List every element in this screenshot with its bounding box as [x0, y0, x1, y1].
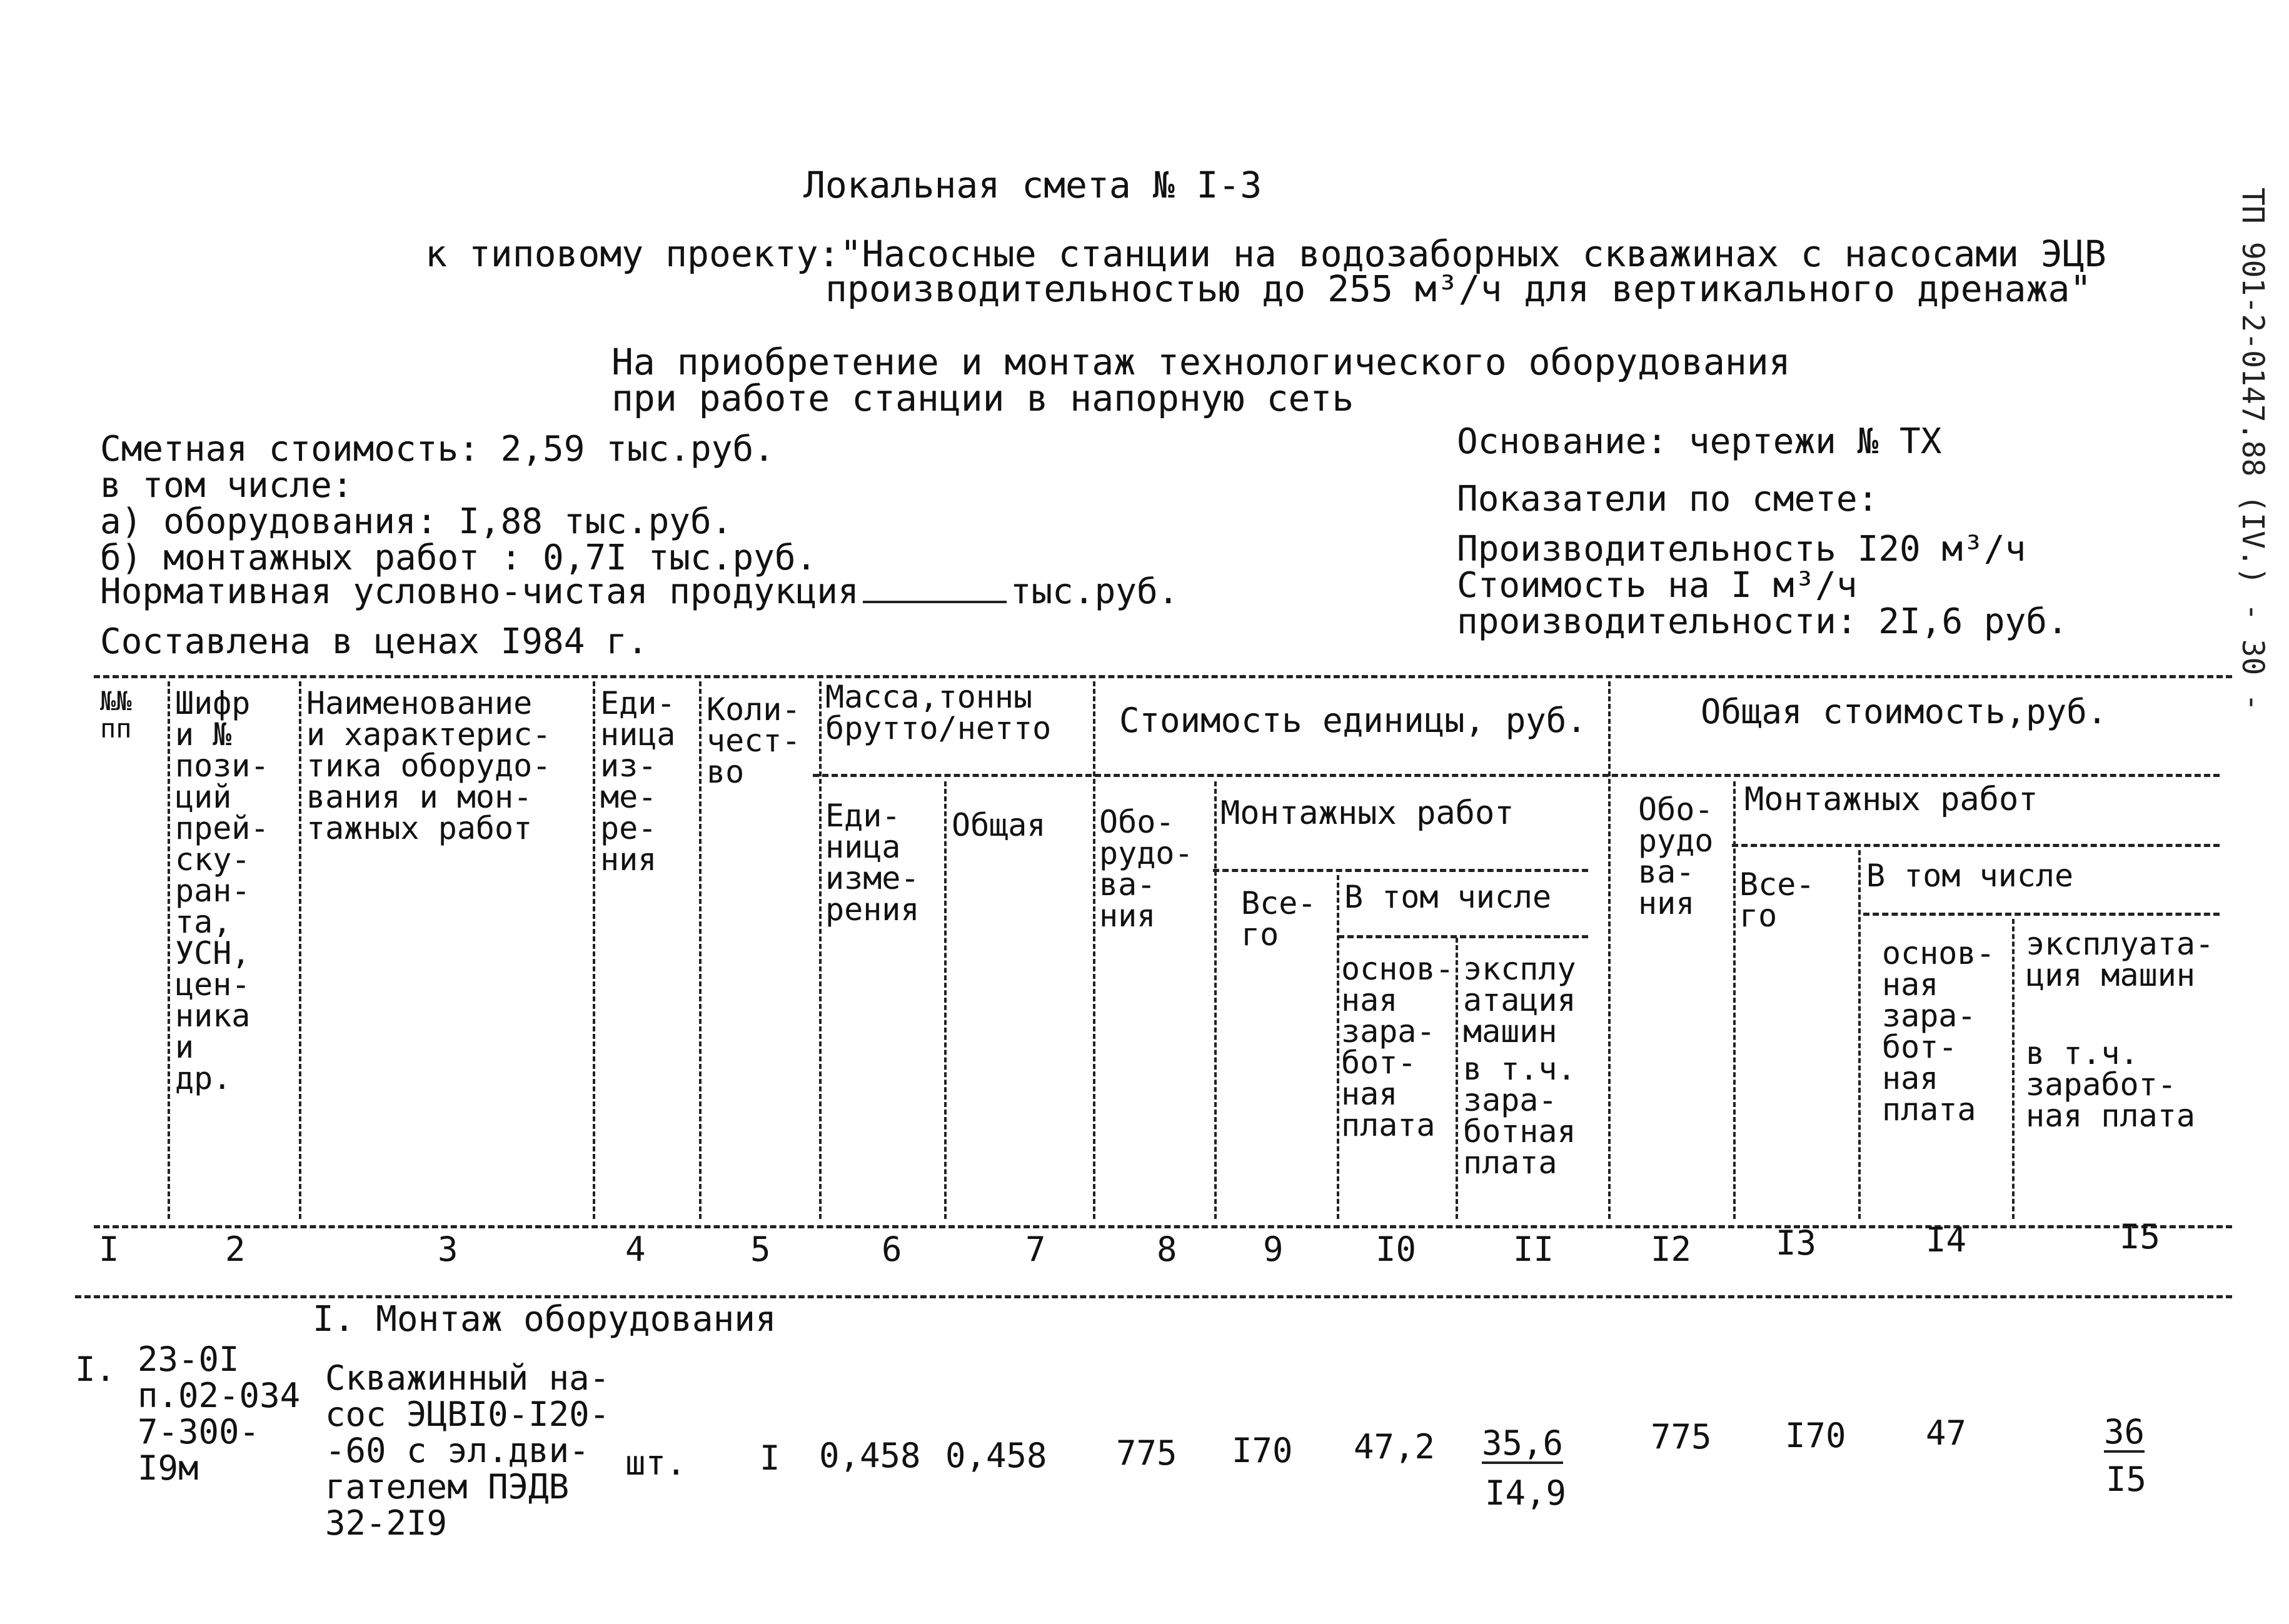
row-mass-unit: 0,458 [819, 1436, 921, 1475]
col-divider-5 [819, 681, 822, 1219]
row-mont-unit: I70 [1232, 1431, 1293, 1470]
row-mach-total-value: 36 [2104, 1412, 2145, 1451]
row-quantity: I [760, 1438, 780, 1478]
col-divider-4 [699, 681, 702, 1219]
row-number: I. [75, 1350, 116, 1389]
purpose-line-2: при работе станции в напорную сеть [611, 377, 1354, 419]
mont-unit-subrule [1213, 869, 1588, 872]
col-divider-11 [1608, 681, 1611, 1219]
mont-total-subrule [1732, 844, 2220, 847]
header-quantity: Коли- чест- во [707, 691, 801, 790]
header-mont-total-all: Все- го [1739, 866, 1815, 934]
header-incl-unit: В том числе [1344, 879, 1552, 915]
header-code: Шифр и № пози- ций прей- ску- ран- та, УСН, цен- ника и др. [175, 685, 269, 1096]
estimate-cost: Сметная стоимость: 2,59 тыс.руб. [100, 429, 775, 469]
equipment-cost: а) оборудования: I,88 тыс.руб. [100, 501, 733, 542]
cost-per-unit-2: производительности: 2I,6 руб. [1457, 601, 2068, 642]
project-line-2: производительностью до 255 м³/ч для вертикального дренажа" [825, 268, 2092, 310]
colnum-1: I [99, 1230, 119, 1269]
project-line-1: к типовому проекту:"Насосные станции на водозаборных скважинах с насосами ЭЦВ [425, 233, 2106, 275]
colnum-10: I0 [1376, 1230, 1417, 1269]
row-mach-total [2104, 1414, 2145, 1453]
header-mass-unit: Еди- ница изме- рения [825, 798, 920, 928]
colnum-4: 4 [625, 1230, 646, 1269]
cost-per-unit-1: Стоимость на I м³/ч [1457, 565, 1858, 606]
header-name: Наименование и характерис- тика оборудо- вания и мон- тажных работ [306, 685, 551, 846]
row-mont-total: I70 [1785, 1416, 1846, 1455]
row-mach-wage-unit: I4,9 [1485, 1473, 1567, 1513]
colnum-5: 5 [750, 1230, 771, 1269]
row-code: 23-0I п.02-034 7-300- I9м [138, 1340, 301, 1488]
normative-label: Нормативная условно-чистая продукция [100, 571, 859, 612]
col-divider-10 [1456, 938, 1458, 1219]
mass-cost-subrule [813, 774, 2220, 777]
row-equip-total: 775 [1651, 1417, 1712, 1456]
header-mach-total: эксплуата- ция машин [2026, 926, 2215, 993]
row-mach-unit [1482, 1425, 1563, 1464]
header-mont-unit: Монтажных работ [1220, 794, 1514, 832]
col-divider-13 [1858, 850, 1861, 1219]
row-name: Скважинный на- сос ЭЦВI0-I20- -60 с эл.дви- гателем ПЭДВ 32-2I9 [325, 1358, 610, 1543]
header-incl-total: В том числе [1866, 858, 2074, 894]
colnum-15: I5 [2120, 1217, 2161, 1256]
purpose-line-1: На приобретение и монтаж технологического оборудования [611, 341, 1791, 383]
header-mont-unit-total: Все- го [1241, 885, 1317, 953]
table-header-bottom-rule [75, 1295, 2232, 1298]
header-number: №№ пп [100, 686, 132, 744]
col-divider-3 [593, 681, 595, 1219]
column-number-rule [94, 1225, 2232, 1228]
colnum-6: 6 [882, 1230, 902, 1269]
header-mach-unit: эксплу атация машин [1463, 951, 1576, 1050]
indicators-label: Показатели по смете: [1457, 479, 1879, 519]
col-divider-9 [1337, 875, 1339, 1219]
incl-unit-subrule [1338, 935, 1588, 938]
colnum-13: I3 [1776, 1223, 1817, 1263]
colnum-2: 2 [225, 1230, 246, 1269]
colnum-14: I4 [1926, 1220, 1967, 1260]
col-divider-7 [1093, 681, 1095, 1219]
blank-line [863, 601, 1007, 603]
document-title: Локальная смета № I-3 [803, 164, 1262, 206]
header-mont-total: Монтажных работ [1744, 781, 2038, 818]
colnum-3: 3 [438, 1230, 458, 1269]
header-mass: Масса,тонны брутто/нетто [825, 679, 1052, 746]
col-divider-8 [1214, 781, 1217, 1219]
header-wage-total: основ- ная зара- бот- ная плата [1882, 935, 1995, 1128]
header-mach-wage-unit: в т.ч. зара- ботная плата [1463, 1051, 1576, 1181]
colnum-8: 8 [1157, 1230, 1177, 1269]
side-document-code: ТП 901-2-0147.88 (IV.) - 30 - [2235, 188, 2270, 712]
row-wage-total: 47 [1926, 1413, 1967, 1453]
basis-line: Основание: чертежи № ТХ [1457, 421, 1942, 462]
header-mach-wage-total: в т.ч. заработ- ная плата [2026, 1035, 2195, 1134]
header-mass-total: Общая [952, 807, 1046, 843]
col-divider-6 [944, 781, 947, 1219]
including-label: в том числе: [100, 465, 353, 506]
col-divider-1 [168, 681, 170, 1219]
colnum-9: 9 [1263, 1230, 1284, 1269]
table-top-rule [94, 675, 2232, 678]
col-divider-12 [1733, 781, 1736, 1219]
row-wage-unit: 47,2 [1354, 1427, 1436, 1466]
header-total-cost: Общая стоимость,руб. [1701, 692, 2108, 731]
colnum-11: II [1513, 1230, 1554, 1269]
header-equip-unit: Обо- рудо- ва- ния [1099, 804, 1194, 934]
normative-production [100, 571, 1179, 612]
colnum-12: I2 [1651, 1230, 1692, 1269]
header-unit-cost: Стоимость единицы, руб. [1119, 701, 1587, 740]
incl-total-subrule [1863, 913, 2220, 916]
header-wage-unit: основ- ная зара- бот- ная плата [1341, 951, 1454, 1143]
price-level: Составлена в ценах I984 г. [100, 621, 648, 662]
installation-cost: б) монтажных работ : 0,7I тыс.руб. [100, 538, 817, 578]
header-equip-total: Обо- рудо ва- ния [1638, 791, 1714, 921]
section-title: I. Монтаж оборудования [313, 1299, 777, 1340]
colnum-7: 7 [1025, 1230, 1046, 1269]
row-mach-wage-total: I5 [2106, 1460, 2147, 1499]
normative-unit: тыс.руб. [1010, 571, 1179, 612]
row-unit: шт. [625, 1443, 687, 1483]
col-divider-14 [2012, 919, 2015, 1219]
col-divider-2 [299, 681, 301, 1219]
productivity: Производительность I20 м³/ч [1457, 529, 2026, 569]
row-mass-total: 0,458 [945, 1436, 1047, 1475]
row-mach-unit-value: 35,6 [1482, 1423, 1564, 1463]
row-equip-unit: 775 [1116, 1433, 1177, 1473]
header-unit: Еди- ница из- ме- ре- ния [600, 685, 676, 878]
